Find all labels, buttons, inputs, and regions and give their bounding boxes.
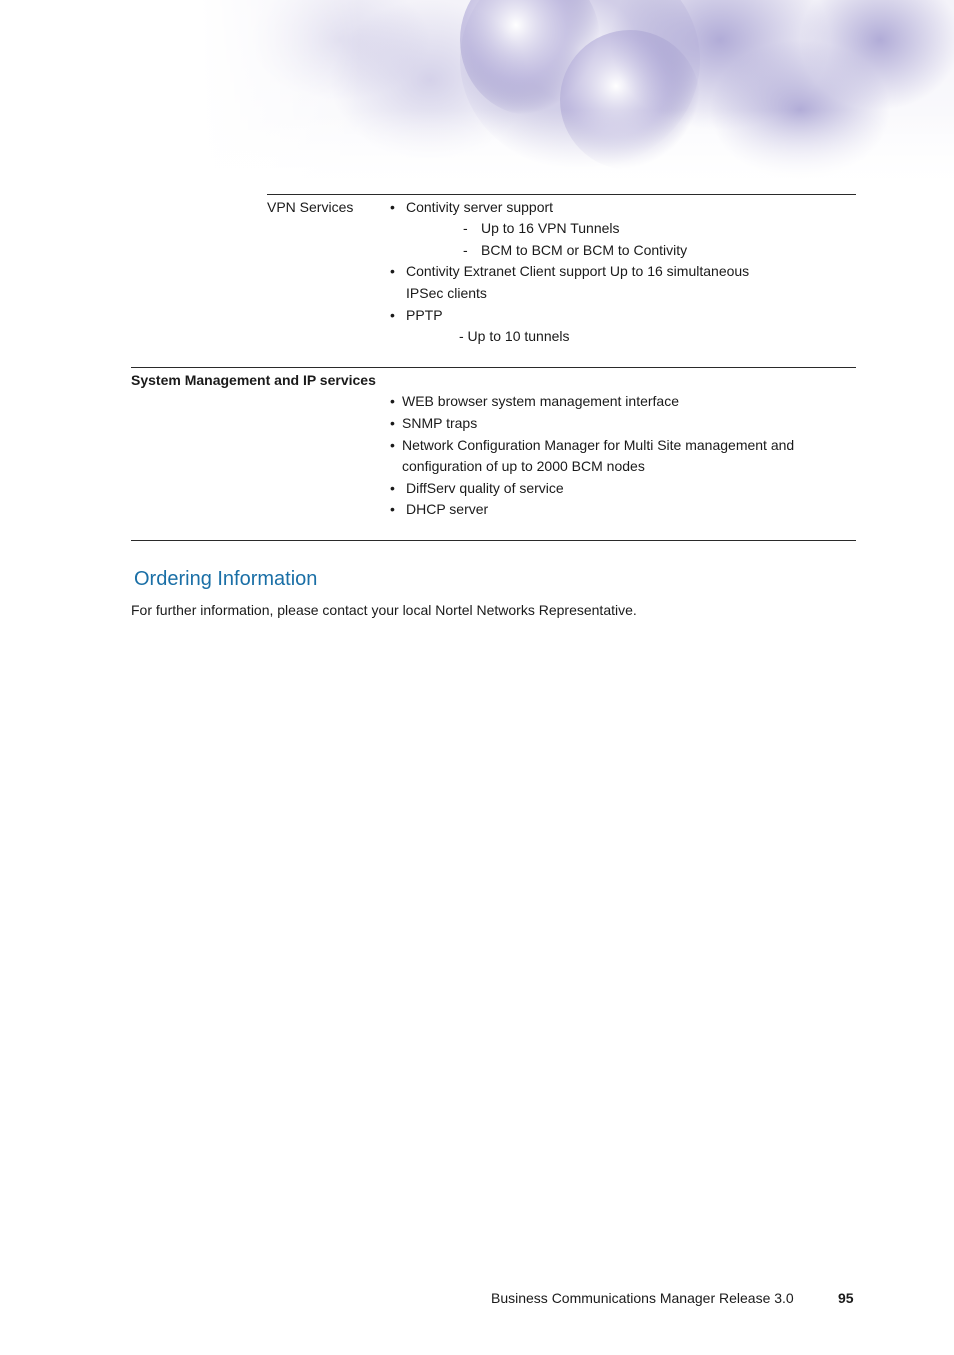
list-item: Contivity server support bbox=[406, 199, 554, 215]
list-item-continuation: configuration of up to 2000 BCM nodes bbox=[402, 458, 645, 474]
list-item: Network Configuration Manager for Multi Site management and bbox=[402, 437, 795, 453]
list-bullet: • bbox=[390, 501, 395, 517]
list-subitem: - Up to 10 tunnels bbox=[459, 328, 570, 344]
list-bullet: • bbox=[390, 307, 395, 323]
list-subitem: Up to 16 VPN Tunnels bbox=[481, 220, 620, 236]
list-item: WEB browser system management interface bbox=[402, 393, 679, 409]
list-dash: - bbox=[463, 242, 468, 258]
list-item: Contivity Extranet Client support Up to 16 simultaneous bbox=[406, 263, 750, 279]
list-bullet: • bbox=[390, 263, 395, 279]
list-item: PPTP bbox=[406, 307, 443, 323]
list-item: SNMP traps bbox=[402, 415, 478, 431]
list-item-continuation: IPSec clients bbox=[406, 285, 487, 301]
list-subitem: BCM to BCM or BCM to Contivity bbox=[481, 242, 688, 258]
list-item: DiffServ quality of service bbox=[406, 480, 564, 496]
table-middle-rule bbox=[131, 367, 856, 368]
ordering-information-body: For further information, please contact your local Nortel Networks Representative. bbox=[131, 602, 637, 618]
list-bullet: • bbox=[390, 480, 395, 496]
vpn-services-label: VPN Services bbox=[267, 199, 354, 215]
ordering-information-heading: Ordering Information bbox=[134, 568, 318, 590]
list-bullet: • bbox=[390, 437, 395, 453]
footer-document-title: Business Communications Manager Release 3.0 bbox=[491, 1290, 794, 1306]
list-bullet: • bbox=[390, 415, 395, 431]
table-bottom-rule bbox=[131, 540, 856, 541]
list-bullet: • bbox=[390, 199, 395, 215]
page-number: 95 bbox=[838, 1290, 854, 1306]
list-dash: - bbox=[463, 220, 468, 236]
system-management-label: System Management and IP services bbox=[131, 372, 376, 388]
header-decorative-image bbox=[200, 0, 954, 190]
table-top-rule bbox=[267, 194, 856, 195]
list-bullet: • bbox=[390, 393, 395, 409]
list-item: DHCP server bbox=[406, 501, 489, 517]
